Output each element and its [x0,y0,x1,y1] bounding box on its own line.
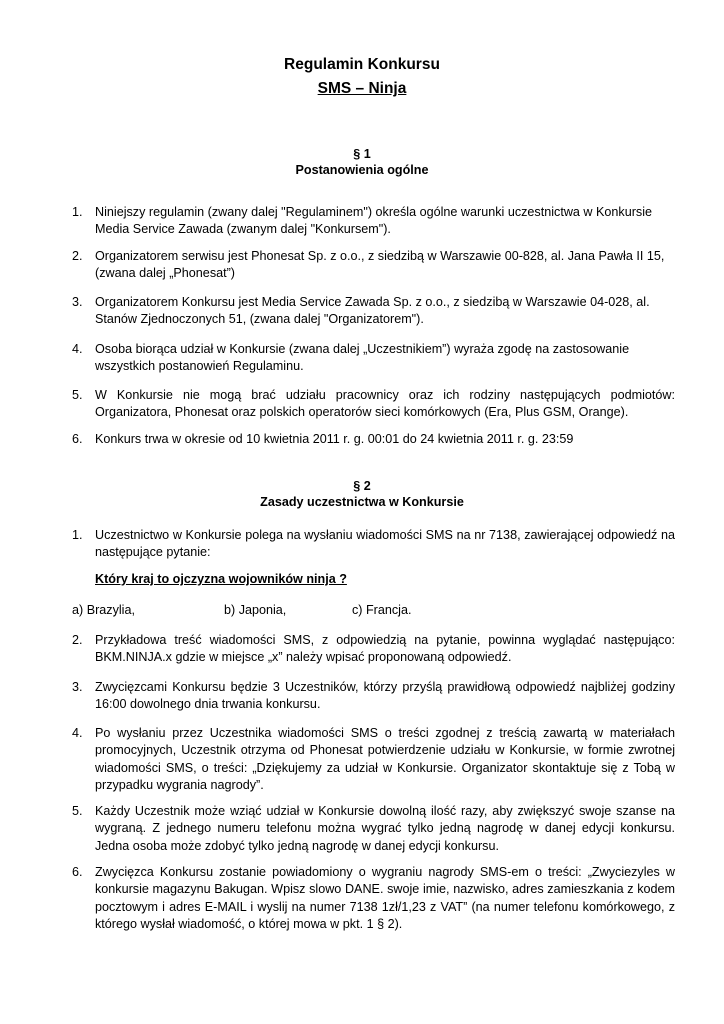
item-text: Uczestnictwo w Konkursie polega na wysłaniu wiadomości SMS na nr 7138, zawierającej odpowiedź na następujące pytanie: [95,528,675,560]
section-2-mark: § 2 [353,479,371,493]
item-text: Organizatorem Konkursu jest Media Service Zawada Sp. z o.o., z siedzibą w Warszawie 04-028, al. Stanów Zjednoczonych 51, (zwana dalej "Organizatorem"). [95,295,650,327]
answer-option-c: c) Francja. [352,603,412,617]
item-number: 3. [72,295,83,309]
item-text: Niniejszy regulamin (zwany dalej "Regulaminem") określa ogólne warunki uczestnictwa w Konkursie Media Service Zawada (zwanym dalej "Konkursem"). [95,205,653,237]
item-number: 1. [72,528,83,542]
item-number: 6. [72,432,83,446]
section-2-heading: Zasady uczestnictwa w Konkursie [260,495,464,509]
item-text: Osoba biorąca udział w Konkursie (zwana dalej „Uczestnikiem”) wyraża zgodę na zastosowanie wszystkich postanowień Regulaminu. [95,342,630,374]
item-text: Zwycięzcami Konkursu będzie 3 Uczestników, którzy przyślą prawidłową odpowiedź najbliżej godziny 16:00 dowolnego dnia trwania konkursu. [95,680,675,712]
answer-option-a: a) Brazylia, [72,603,135,617]
item-number: 2. [72,633,83,647]
item-text: Konkurs trwa w okresie od 10 kwietnia 2011 r. g. 00:01 do 24 kwietnia 2011 r. g. 23:59 [95,432,574,446]
item-text: Organizatorem serwisu jest Phonesat Sp. z o.o., z siedzibą w Warszawie 00-828, al. Jana Pawła II 15, (zwana dalej „Phonesat”) [95,249,665,281]
item-number: 3. [72,680,83,694]
item-text: Każdy Uczestnik może wziąć udział w Konkursie dowolną ilość razy, aby zwiększyć swoje szanse na wygraną. Z jednego numeru telefonu można wygrać tylko jedną nagrodę w danej edycji konkursu. Jedna osoba może zdobyć tylko jedną nagrodę w danej edycji konkursu. [95,804,675,853]
item-number: 4. [72,726,83,740]
item-number: 5. [72,388,83,402]
document-subtitle: SMS – Ninja [317,80,407,97]
item-number: 1. [72,205,83,219]
item-text: Przykładowa treść wiadomości SMS, z odpowiedzią na pytanie, powinna wyglądać następująco: BKM.NINJA.x gdzie w miejsce „x” należy wpisać proponowaną odpowiedź. [95,633,675,665]
item-number: 6. [72,865,83,879]
item-text: Zwycięzca Konkursu zostanie powiadomiony o wygraniu nagrody SMS-em o treści: „Zwyciezyles w konkursie magazynu Bakugan. Wpisz slowo DANE. swoje imie, nazwisko, adres zamieszkania z kodem pocztowym i adres E-MAIL i wyslij na numer 7138 1zł/1,23 z VAT” (na numer telefonu komórkowego, z którego wysłał wiadomość, o której mowa w pkt. 1 § 2). [95,865,675,932]
section-1-heading: Postanowienia ogólne [295,163,429,177]
item-text: W Konkursie nie mogą brać udziału pracownicy oraz ich rodziny następujących podmiotów: Organizatora, Phonesat oraz polskich operatorów sieci komórkowych (Era, Plus GSM, Orange). [95,388,675,420]
item-number: 2. [72,249,83,263]
answer-option-b: b) Japonia, [224,603,287,617]
item-text: Po wysłaniu przez Uczestnika wiadomości SMS o treści zgodnej z treścią zawartą w materiałach promocyjnych, Uczestnik otrzyma od Phonesat potwierdzenie udziału w Konkursie, w formie zwrotnej wiadomości SMS, o treści: „Dziękujemy za udział w Konkursie. Organizator skontaktuje się z Tobą w przypadku wygrania nagrody”. [95,726,675,793]
item-number: 4. [72,342,83,356]
contest-question: Który kraj to ojczyzna wojowników ninja ? [95,572,347,586]
document-title: Regulamin Konkursu [284,56,440,73]
section-1-mark: § 1 [353,147,371,161]
item-number: 5. [72,804,83,818]
